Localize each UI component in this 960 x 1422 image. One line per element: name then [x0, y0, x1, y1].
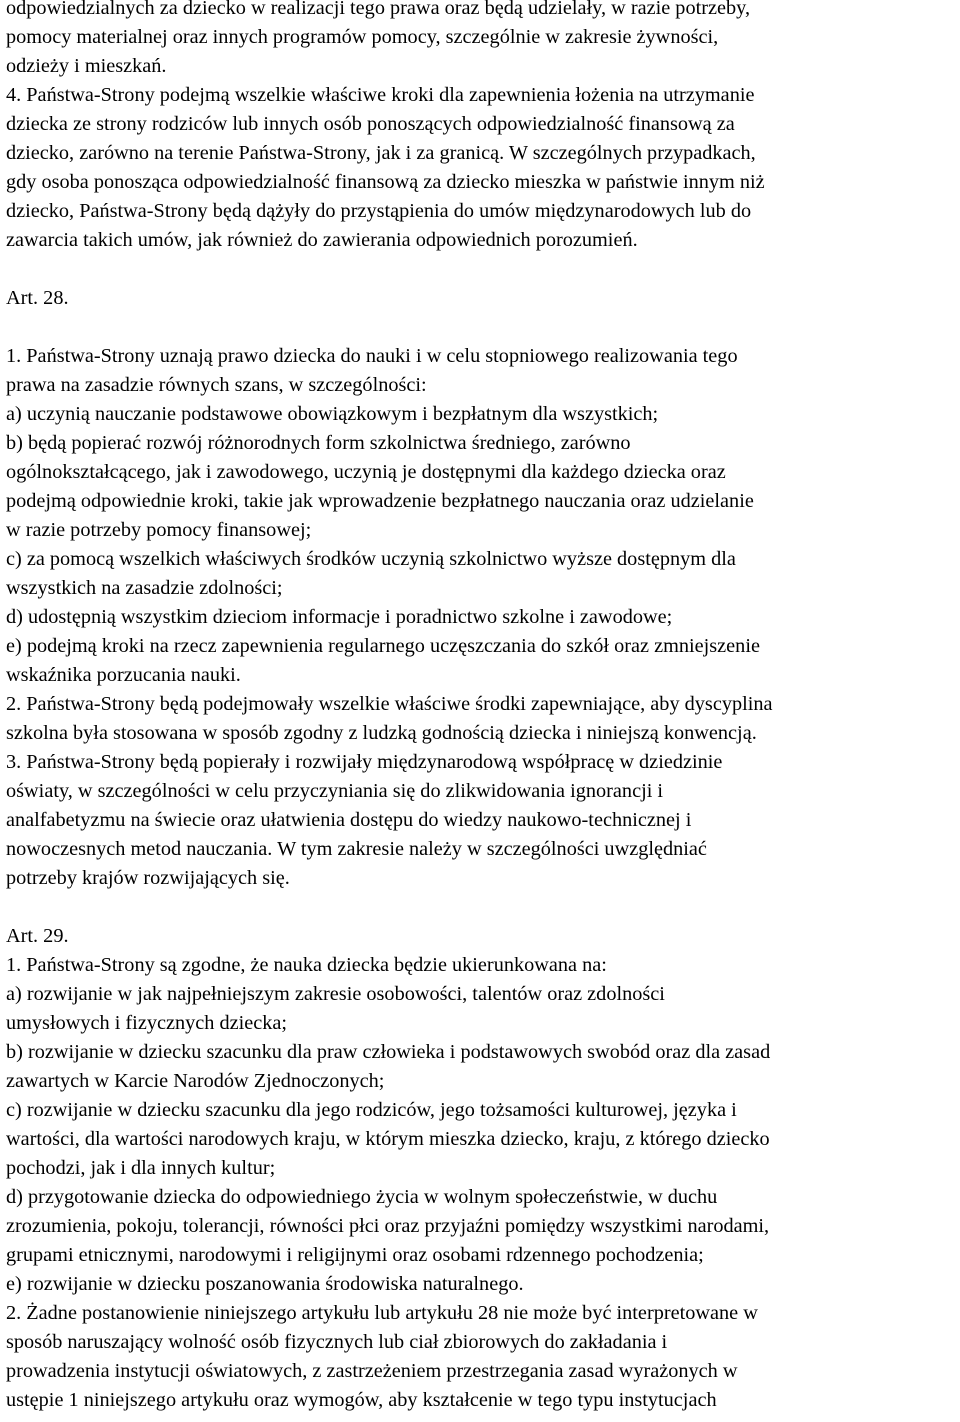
text-line: c) za pomocą wszelkich właściwych środków uczynią szkolnictwo wyższe dostępnym dla — [6, 548, 736, 570]
art27-point4-paragraph — [6, 81, 958, 255]
text-line: oświaty, w szczególności w celu przyczyniania się do zlikwidowania ignorancji i — [6, 780, 664, 802]
text-line: umysłowych i fizycznych dziecka; — [6, 1012, 288, 1034]
text-line: zrozumienia, pokoju, tolerancji, równości płci oraz przyjaźni pomiędzy wszystkimi narodami, — [6, 1215, 770, 1237]
text-line: dziecko, zarówno na terenie Państwa-Strony, jak i za granicą. W szczególnych przypadkach, — [6, 142, 756, 164]
intro-paragraph — [6, 0, 958, 81]
text-line: w razie potrzeby pomocy finansowej; — [6, 519, 312, 541]
text-line: 3. Państwa-Strony będą popierały i rozwijały międzynarodową współpracę w dziedzinie — [6, 751, 723, 773]
text-line: 1. Państwa-Strony uznają prawo dziecka do nauki i w celu stopniowego realizowania tego — [6, 345, 738, 367]
text-line: ustępie 1 niniejszego artykułu oraz wymogów, aby kształcenie w tego typu instytucjach — [6, 1389, 717, 1411]
art29-section — [6, 922, 958, 1415]
text-line: pomocy materialnej oraz innych programów pomocy, szczególnie w zakresie żywności, — [6, 26, 719, 48]
text-line: potrzeby krajów rozwijających się. — [6, 867, 290, 889]
text-line: a) rozwijanie w jak najpełniejszym zakresie osobowości, talentów oraz zdolności — [6, 983, 665, 1005]
text-line: ogólnokształcącego, jak i zawodowego, uczynią je dostępnymi dla każdego dziecka oraz — [6, 461, 726, 483]
text-line: sposób naruszający wolność osób fizycznych lub ciał zbiorowych do zakładania i — [6, 1331, 668, 1353]
text-line: a) uczynią nauczanie podstawowe obowiązkowym i bezpłatnym dla wszystkich; — [6, 403, 659, 425]
text-line: zawarcia takich umów, jak również do zawierania odpowiednich porozumień. — [6, 229, 638, 251]
text-line: pochodzi, jak i dla innych kultur; — [6, 1157, 276, 1179]
art28-section — [6, 284, 958, 893]
text-line: b) rozwijanie w dziecku szacunku dla praw człowieka i podstawowych swobód oraz dla zasad — [6, 1041, 771, 1063]
text-line: odpowiedzialnych za dziecko w realizacji tego prawa oraz będą udzielały, w razie potrzeby, — [6, 0, 751, 19]
paragraph-gap — [6, 893, 958, 922]
text-line: 2. Żadne postanowienie niniejszego artykułu lub artykułu 28 nie może być interpretowane w — [6, 1302, 758, 1324]
text-line: wszystkich na zasadzie zdolności; — [6, 577, 283, 599]
text-line: 4. Państwa-Strony podejmą wszelkie właściwe kroki dla zapewnienia łożenia na utrzymanie — [6, 84, 755, 106]
text-line: dziecko, Państwa-Strony będą dążyły do przystąpienia do umów międzynarodowych lub do — [6, 200, 752, 222]
text-line: podejmą odpowiednie kroki, takie jak wprowadzenie bezpłatnego nauczania oraz udzielanie — [6, 490, 754, 512]
text-line: 2. Państwa-Strony będą podejmowały wszelkie właściwe środki zapewniające, aby dyscyplina — [6, 693, 773, 715]
document-page — [6, 0, 958, 1415]
text-line: dziecka ze strony rodziców lub innych osób ponoszących odpowiedzialność finansową za — [6, 113, 735, 135]
text-line: e) rozwijanie w dziecku poszanowania środowiska naturalnego. — [6, 1273, 524, 1295]
article-heading: Art. 28. — [6, 287, 69, 309]
text-line: d) udostępnią wszystkim dzieciom informacje i poradnictwo szkolne i zawodowe; — [6, 606, 673, 628]
text-line: szkolna była stosowana w sposób zgodny z ludzką godnością dziecka i niniejszą konwencją. — [6, 722, 757, 744]
text-line: nowoczesnych metod nauczania. W tym zakresie należy w szczególności uwzględniać — [6, 838, 707, 860]
text-line: wskaźnika porzucania nauki. — [6, 664, 241, 686]
text-line: c) rozwijanie w dziecku szacunku dla jego rodziców, jego tożsamości kulturowej, języka i — [6, 1099, 737, 1121]
text-line: grupami etnicznymi, narodowymi i religijnymi oraz osobami rdzennego pochodzenia; — [6, 1244, 704, 1266]
text-line: 1. Państwa-Strony są zgodne, że nauka dziecka będzie ukierunkowana na: — [6, 954, 607, 976]
paragraph-gap — [6, 255, 958, 284]
text-line: e) podejmą kroki na rzecz zapewnienia regularnego uczęszczania do szkół oraz zmniejszenie — [6, 635, 760, 657]
text-line: analfabetyzmu na świecie oraz ułatwienia dostępu do wiedzy naukowo-technicznej i — [6, 809, 692, 831]
text-line: wartości, dla wartości narodowych kraju, w którym mieszka dziecko, kraju, z którego dziecko — [6, 1128, 770, 1150]
text-line: b) będą popierać rozwój różnorodnych form szkolnictwa średniego, zarówno — [6, 432, 631, 454]
paragraph-gap — [6, 313, 958, 342]
text-line: gdy osoba ponosząca odpowiedzialność finansową za dziecko mieszka w państwie innym niż — [6, 171, 765, 193]
article-heading: Art. 29. — [6, 925, 69, 947]
text-line: d) przygotowanie dziecka do odpowiedniego życia w wolnym społeczeństwie, w duchu — [6, 1186, 718, 1208]
text-line: prowadzenia instytucji oświatowych, z zastrzeżeniem przestrzegania zasad wyrażonych w — [6, 1360, 738, 1382]
text-line: odzieży i mieszkań. — [6, 55, 167, 77]
text-line: prawa na zasadzie równych szans, w szczególności: — [6, 374, 427, 396]
text-line: zawartych w Karcie Narodów Zjednoczonych; — [6, 1070, 385, 1092]
